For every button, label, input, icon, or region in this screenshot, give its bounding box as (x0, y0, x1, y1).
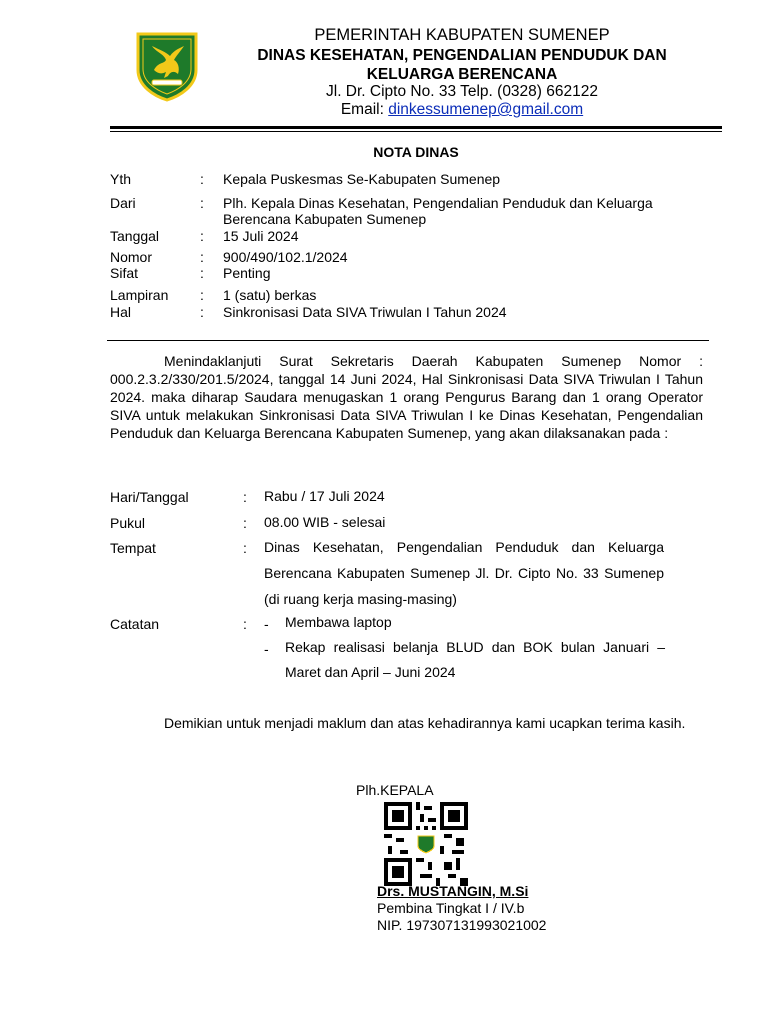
memo-sifat-value: Penting (223, 265, 271, 281)
memo-colon: : (200, 265, 204, 281)
memo-lampiran-value: 1 (satu) berkas (223, 287, 317, 303)
memo-colon: : (200, 287, 204, 303)
signatory-nip: NIP. 197307131993021002 (377, 917, 547, 933)
signatory-rank: Pembina Tingkat I / IV.b (377, 900, 525, 916)
signatory-name: Drs. MUSTANGIN, M.Si (377, 883, 529, 899)
memo-dari-value: Plh. Kepala Dinas Kesehatan, Pengendalian Penduduk dan Keluarga Berencana Kabupaten Sumenep (223, 195, 653, 227)
schedule-hari-value: Rabu / 17 Juli 2024 (264, 488, 385, 504)
memo-colon: : (200, 304, 204, 320)
header-agency: DINAS KESEHATAN, PENGENDALIAN PENDUDUK DAN KELUARGA BERENCANA (257, 47, 667, 83)
schedule-tempat-label: Tempat (110, 540, 156, 556)
note-item-laptop: Membawa laptop (285, 614, 392, 630)
memo-dari-label: Dari (110, 195, 136, 211)
header-government: PEMERINTAH KABUPATEN SUMENEP (314, 26, 610, 44)
note-item-rekap: Rekap realisasi belanja BLUD dan BOK bulan Januari – Maret dan April – Juni 2024 (285, 639, 665, 680)
letterhead-rule-thick (110, 126, 722, 129)
memo-tanggal-value: 15 Juli 2024 (223, 228, 299, 244)
schedule-colon: : (243, 540, 247, 556)
schedule-tempat-value: Dinas Kesehatan, Pengendalian Penduduk dan Keluarga Berencana Kabupaten Sumenep Jl. Dr. Cipto No. 33 Sumenep (di ruang kerja masing-masing) (264, 539, 664, 607)
header-email: Email: dinkessumenep@gmail.com (340, 101, 584, 118)
signature-role: Plh.KEPALA (356, 782, 434, 798)
memo-tanggal-label: Tanggal (110, 228, 160, 244)
schedule-hari-label: Hari/Tanggal (110, 489, 189, 505)
memo-divider (107, 340, 709, 341)
schedule-pukul-label: Pukul (110, 515, 146, 531)
body-paragraph: Menindaklanjuti Surat Sekretaris Daerah Kabupaten Sumenep Nomor : 000.2.3.2/330/201.5/2024, tanggal 14 Juni 2024, Hal Sinkronisasi Data SIVA Triwulan I Tahun 2024. maka diharap Saudara menugaskan 1 orang Pengurus Barang dan 1 orang Operator SIVA untuk melakukan Sinkronisasi Data SIVA Triwulan I ke Dinas Kesehatan, Pengendalian Penduduk dan Keluarga Berencana Kabupaten Sumenep, yang akan dilaksanakan pada : (110, 353, 703, 441)
memo-yth-value: Kepala Puskesmas Se-Kabupaten Sumenep (223, 171, 501, 187)
memo-colon: : (200, 195, 204, 211)
memo-colon: : (200, 228, 204, 244)
memo-colon: : (200, 249, 204, 265)
memo-hal-label: Hal (110, 304, 132, 320)
schedule-colon: : (243, 515, 247, 531)
schedule-catatan-label: Catatan (110, 616, 160, 632)
note-bullet: - (264, 616, 269, 632)
schedule-colon: : (243, 489, 247, 505)
document-title: NOTA DINAS (373, 144, 459, 160)
closing-paragraph: Demikian untuk menjadi maklum dan atas kehadirannya kami ucapkan terima kasih. (164, 715, 686, 731)
memo-hal-value: Sinkronisasi Data SIVA Triwulan I Tahun 2024 (223, 304, 507, 320)
email-link[interactable]: dinkessumenep@gmail.com (388, 101, 584, 118)
memo-colon: : (200, 171, 204, 187)
schedule-pukul-value: 08.00 WIB - selesai (264, 514, 386, 530)
memo-lampiran-label: Lampiran (110, 287, 169, 303)
memo-nomor-label: Nomor (110, 249, 153, 265)
memo-yth-label: Yth (110, 171, 132, 187)
memo-nomor-value: 900/490/102.1/2024 (223, 249, 348, 265)
schedule-colon: : (243, 616, 247, 632)
letterhead-rule-thin (110, 131, 722, 132)
qr-code (384, 802, 468, 886)
note-bullet: - (264, 641, 269, 657)
memo-sifat-label: Sifat (110, 265, 139, 281)
header-address: Jl. Dr. Cipto No. 33 Telp. (0328) 662122 (326, 83, 598, 100)
sumenep-regency-logo (134, 30, 200, 102)
